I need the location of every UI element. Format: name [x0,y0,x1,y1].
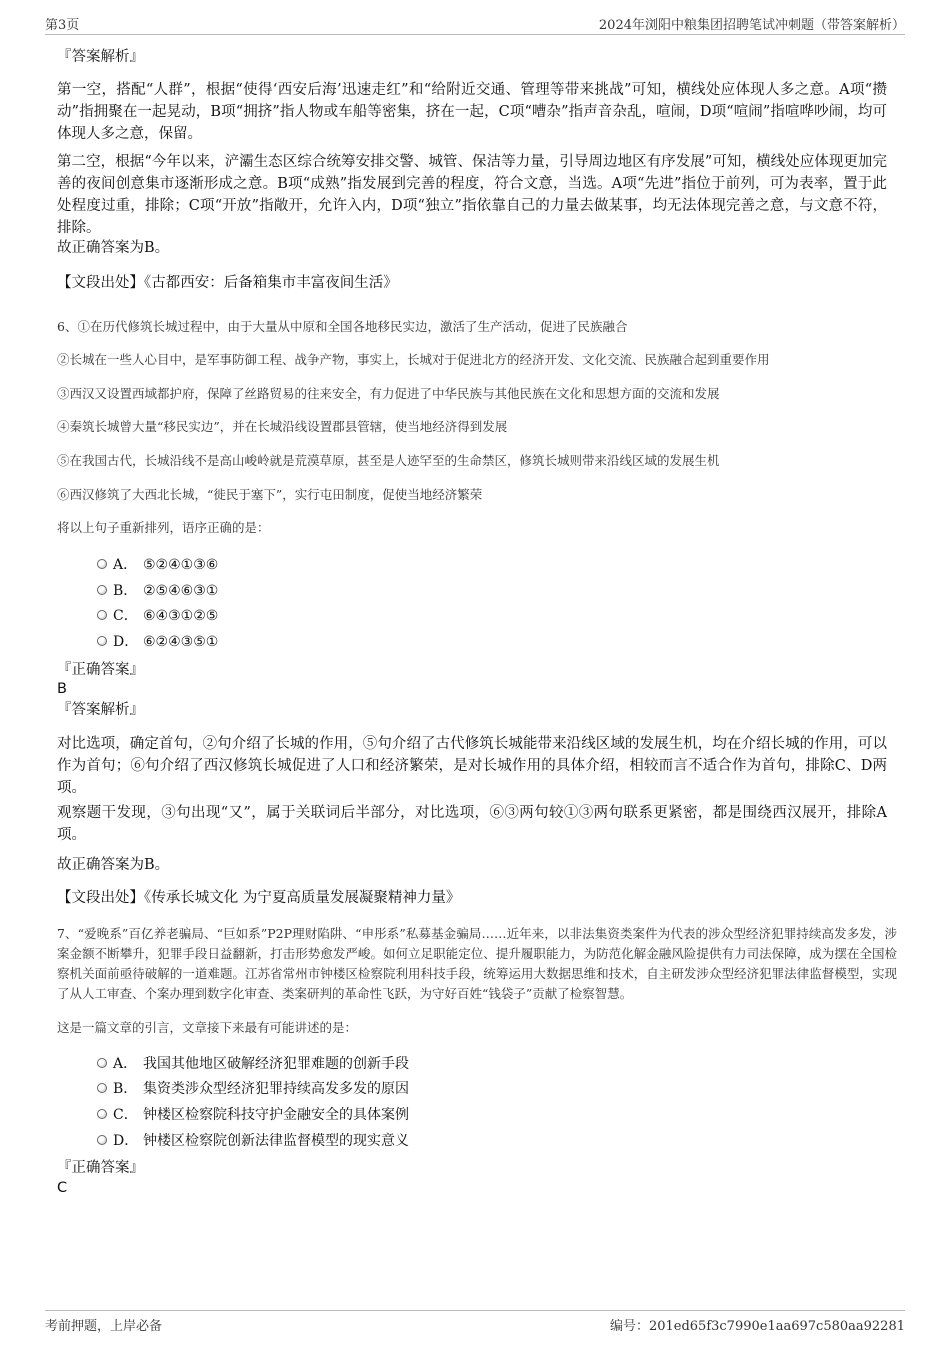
option-letter: D． [113,634,139,650]
radio-button[interactable] [97,1058,107,1068]
analysis-paragraph: 观察题干发现，③句出现“又”，属于关联词后半部分，对比选项，⑥③两句较①③两句联系更紧密，都是围绕西汉展开，排除A项。 [57,805,887,843]
option-a[interactable] [97,1053,409,1075]
radio-button[interactable] [97,1135,107,1145]
radio-button[interactable] [97,585,107,595]
option-c[interactable] [97,1104,409,1126]
option-letter: C． [113,608,138,624]
radio-button[interactable] [97,1109,107,1119]
radio-button[interactable] [97,610,107,620]
correct-answer: B [57,681,67,697]
option-text: ⑥②④③⑤① [143,634,219,650]
option-letter: B． [113,1081,138,1097]
sentence-item: ③西汉又设置西域都护府，保障了丝路贸易的往来安全，有力促进了中华民族与其他民族在文化和思想方面的交流和发展 [57,386,720,401]
sentence-item: ⑥西汉修筑了大西北长城，“徙民于塞下”，实行屯田制度，促使当地经济繁荣 [57,487,483,502]
source-citation: 【文段出处】《传承长城文化 为宁夏高质量发展凝聚精神力量》 [57,890,461,906]
radio-button[interactable] [97,636,107,646]
option-text: ⑥④③①②⑤ [143,608,219,624]
option-text: ⑤②④①③⑥ [143,557,219,573]
footer-slogan: 考前押题，上岸必备 [45,1319,163,1334]
analysis-label: 『答案解析』 [57,49,144,65]
sentence-item: ⑤在我国古代，长城沿线不是高山峻岭就是荒漠草原，甚至是人迹罕至的生命禁区，修筑长城则带来沿线区域的发展生机 [57,453,720,468]
option-text: ②⑤④⑥③① [143,583,219,599]
option-text: 集资类涉众型经济犯罪持续高发多发的原因 [143,1081,409,1097]
question-stem: 7、“爱晚系”百亿养老骗局、“巨如系”P2P理财陷阱、“申彤系”私募基金骗局……近年来，以非法集资类案件为代表的涉众型经济犯罪持续高发多发，涉案金额不断攀升，犯罪手段日益翻新，打击形势愈发严峻。如何立足职能定位、提升履职能力，为防范化解金融风险提供有力司法保障，成为摆在全国检察机关面前亟待破解的一道难题。江苏省常州市钟楼区检察院利用科技手段，统筹运用大数据思维和技术，自主研发涉众型经济犯罪法律监督模型，实现了从人工审查、个案办理到数字化审查、类案研判的革命性飞跃，为守好百姓“钱袋子”贡献了检察智慧。 [57,926,897,1001]
option-text: 钟楼区检察院创新法律监督模型的现实意义 [143,1133,409,1149]
question-prompt: 将以上句子重新排列，语序正确的是： [57,520,270,535]
option-letter: D． [113,1133,139,1149]
answer-label: 『正确答案』 [57,662,144,678]
source-citation: 【文段出处】《古都西安：后备箱集市丰富夜间生活》 [57,275,398,291]
page-footer [45,1310,905,1335]
radio-button[interactable] [97,559,107,569]
option-a[interactable] [97,554,218,576]
document-id: 编号：201ed65f3c7990e1aa697c580aa92281 [609,1319,905,1334]
option-letter: B． [113,583,138,599]
sentence-item: ②长城在一些人心目中，是军事防御工程、战争产物，事实上，长城对于促进北方的经济开发、文化交流、民族融合起到重要作用 [57,352,770,367]
correct-answer: C [57,1180,68,1196]
page-number: 第3页 [45,18,80,33]
sentence-item: 6、①在历代修筑长城过程中，由于大量从中原和全国各地移民实边，激活了生产活动，促进了民族融合 [57,319,628,334]
question-prompt: 这是一篇文章的引言，文章接下来最有可能讲述的是： [57,1020,358,1035]
document-title: 2024年浏阳中粮集团招聘笔试冲刺题（带答案解析） [598,18,905,33]
option-c[interactable] [97,605,218,627]
analysis-paragraph: 第二空，根据“今年以来，浐灞生态区综合统筹安排交警、城管、保洁等力量，引导周边地区有序发展”可知，横线处应体现更加完善的夜间创意集市逐渐形成之意。B项“成熟”指发展到完善的程度，符合文意，当选。A项“先进”指位于前列，可为表率，置于此处程度过重，排除；C项“开放”指敞开，允许入内，D项“独立”指依靠自己的力量去做某事，均无法体现完善之意，与文意不符，排除。 [57,154,887,236]
option-b[interactable] [97,580,218,602]
analysis-paragraph: 第一空，搭配“人群”，根据“使得‘西安后海’迅速走红”和“给附近交通、管理等带来挑战”可知，横线处应体现人多之意。A项“攒动”指拥聚在一起晃动，B项“拥挤”指人物或车船等密集，挤在一起，C项“嘈杂”指声音杂乱，喧闹，D项“喧闹”指喧哗吵闹，均可体现人多之意，保留。 [57,82,887,142]
option-text: 钟楼区检察院科技守护金融安全的具体案例 [143,1107,409,1123]
option-b[interactable] [97,1078,409,1100]
analysis-label: 『答案解析』 [57,702,144,718]
radio-button[interactable] [97,1083,107,1093]
option-text: 我国其他地区破解经济犯罪难题的创新手段 [143,1056,409,1072]
conclusion: 故正确答案为B。 [57,857,170,873]
option-d[interactable] [97,631,218,653]
answer-label: 『正确答案』 [57,1160,144,1176]
analysis-paragraph: 对比选项，确定首句，②句介绍了长城的作用，⑤句介绍了古代修筑长城能带来沿线区域的发展生机，均在介绍长城的作用，可以作为首句；⑥句介绍了西汉修筑长城促进了人口和经济繁荣，是对长城作用的具体介绍，相较而言不适合作为首句，排除C、D两项。 [57,736,887,796]
option-letter: A． [113,557,138,573]
option-d[interactable] [97,1130,409,1152]
option-letter: C． [113,1107,138,1123]
sentence-item: ④秦筑长城曾大量“移民实边”，并在长城沿线设置郡县管辖，使当地经济得到发展 [57,419,508,434]
page-header [45,12,905,35]
option-letter: A． [113,1056,138,1072]
conclusion: 故正确答案为B。 [57,240,170,256]
